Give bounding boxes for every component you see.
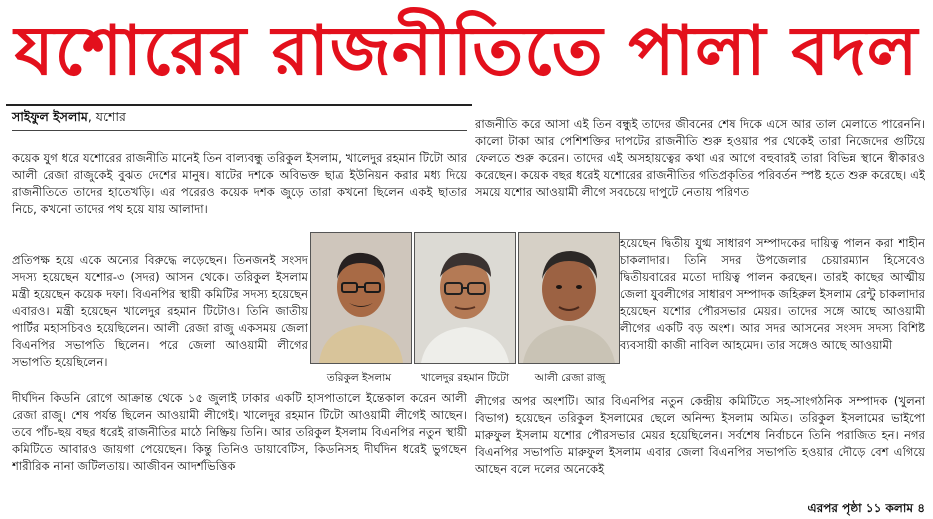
- portrait-man-icon: [518, 232, 620, 364]
- headline-rule: [6, 104, 472, 106]
- byline-author: সাইফুল ইসলাম: [12, 109, 88, 124]
- portrait-man-glasses-icon: [414, 232, 516, 364]
- paragraph-left-1: কয়েক যুগ ধরে যশোরের রাজনীতি মানেই তিন বাল্যবন্ধু তরিকুল ইসলাম, খালেদুর রহমান টিটো আর আলী রেজা রাজুকেই বুঝত দেশের মানুষ। ষাটের দশকে অবিভক্ত ছাত্র ইউনিয়ন করার মধ্য দিয়ে রাজনীতিতে তাদের হাতেখড়ি। এর পরেরও কয়েক দশক জুড়ে তারা কখনো ছিলেন একই ছাতার নিচে, কখনো তাদের পথ হয়ে যায় আলাদা।: [12, 151, 467, 216]
- paragraph-right-3: লীগের অপর অংশটি। আর বিএনপির নতুন কেন্দ্রীয় কমিটিতে সহ-সাংগঠনিক সম্পাদক (খুলনা বিভাগ) হয়েছেন তরিকুল ইসলামের ছেলে অনিন্দ্য ইসলাম অমিত। তরিকুল ইসলামের ভাইপো মারুফুল ইসলাম যশোর পৌরসভার মেয়র হয়েছিলেন। সর্বশেষ নির্বাচনে তিনি পরাজিত হন। নগর বিএনপির সভাপতি মারুফুল ইসলাম এবার জেলা বিএনপির সভাপতি হওয়ার দৌড়ে বেশ এগিয়ে আছেন বলে দলের অনেকেই: [475, 394, 925, 476]
- photo-caption: আলী রেজা রাজু: [534, 372, 606, 384]
- paragraph-right-1: রাজনীতি করে আসা এই তিন বন্ধুই তাদের জীবনের শেষ দিকে এসে আর তাল মেলাতে পারেননি। কালো টাকা আর পেশিশক্তির দাপটের রাজনীতি শুরু হওয়ার পর থেকেই তারা নিজেদের গুটিয়ে ফেলতে শুরু করেন। তাদের এই অসহায়ত্বের কথা এর আগে বহুবারই তারা বিভিন্ন স্থানে স্বীকারও করেছেন। কয়েক বছর ধরেই যশোরের রাজনীতির গতিপ্রকৃতির পরিবর্তন স্পষ্ট হতে শুরু করেছে। এই সময়ে যশোর আওয়ামী লীগে সবচেয়ে দাপুটে নেতায় পরিণত: [475, 117, 925, 199]
- portrait-man-glasses-icon: [310, 232, 412, 364]
- paragraph-right-2: হয়েছেন দ্বিতীয় যুগ্ম সাধারণ সম্পাদকের দায়িত্ব পালন করা শাহীন চাকলাদার। তিনি সদর উপজেলার চেয়ারম্যান হিসেবেও দ্বিতীয়বারের মতো দায়িত্ব পালন করছেন। তারই কাছের আত্মীয় জেলা যুবলীগের সাধারণ সম্পাদক জহিরুল ইসলাম রেন্টু চাকলাদার হয়েছেন যশোর পৌরসভার মেয়র। তাদের সঙ্গে আছে আওয়ামী লীগের একটি বড় অংশ। আর সদর আসনের সংসদ সদস্য বিশিষ্ট ব্যবসায়ী কাজী নাবিল আহমেদ। তার সঙ্গেও আছে আওয়ামী: [620, 236, 925, 352]
- photo-caption: তরিকুল ইসলাম: [326, 372, 392, 384]
- continuation-note: এরপর পৃষ্ঠা ১১ কলাম ৪: [807, 501, 925, 515]
- byline: [12, 108, 467, 126]
- byline-rule: [12, 130, 467, 131]
- paragraph-left-3: দীর্ঘদিন কিডনি রোগে আক্রান্ত থেকে ১৫ জুলাই ঢাকার একটি হাসপাতালে ইন্তেকাল করেন আলী রেজা রাজু। শেষ পর্যন্ত ছিলেন আওয়ামী লীগেই। খালেদুর রহমান টিটো আওয়ামী লীগেই আছেন। তবে পাঁচ-ছয় বছর ধরেই রাজনীতির মাঠে নিষ্ক্রিয় তিনি। আর তরিকুল ইসলাম বিএনপির নতুন স্থায়ী কমিটিতে আবারও জায়গা পেয়েছেন। কিন্তু তিনিও ডায়াবেটিস, কিডনিসহ দীর্ঘদিন ধরেই ভুগছেন শারীরিক নানা জটিলতায়। আজীবন আদর্শভিত্তিক: [12, 391, 467, 473]
- paragraph-left-2: প্রতিপক্ষ হয়ে একে অন্যের বিরুদ্ধে লড়েছেন। তিনজনই সংসদ সদস্য হয়েছেন যশোর-৩ (সদর) আসন থেকে। তরিকুল ইসলাম মন্ত্রী হয়েছেন কয়েক দফা। বিএনপির স্থায়ী কমিটির সদস্য হয়েছেন এবারও। মন্ত্রী হয়েছেন খালেদুর রহমান টিটোও। তিনি জাতীয় পার্টির মহাসচিবও হয়েছিলেন। আলী রেজা রাজু একসময় জেলা বিএনপির সভাপতি ছিলেন। পরে জেলা আওয়ামী লীগের সভাপতি হয়েছিলেন।: [12, 253, 308, 369]
- photo-caption: খালেদুর রহমান টিটো: [420, 372, 510, 384]
- headline: যশোরের রাজনীতিতে পালা বদল: [14, 12, 919, 91]
- byline-location: , যশোর: [87, 109, 126, 124]
